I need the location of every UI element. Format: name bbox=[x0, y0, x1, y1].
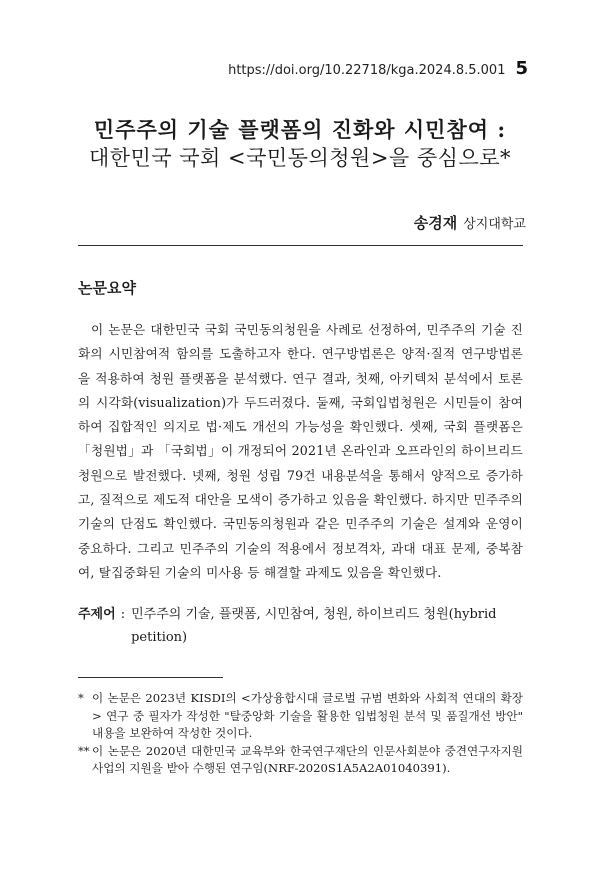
author-block bbox=[414, 212, 526, 233]
page-number: 5 bbox=[515, 58, 528, 79]
title-line-1: 민주주의 기술 플랫폼의 진화와 시민참여 : bbox=[93, 117, 507, 142]
keywords-label: 주제어 bbox=[78, 607, 116, 622]
footnote-mark: ** bbox=[78, 743, 90, 758]
keywords-text: 민주주의 기술, 플랫폼, 시민참여, 청원, 하이브리드 청원(hybrid petition) bbox=[131, 607, 497, 645]
abstract-body: 이 논문은 대한민국 국회 국민동의청원을 사례로 선정하여, 민주주의 기술 진화의 시민참여적 함의를 도출하고자 한다. 연구방법론은 양적·질적 연구방법론을 적용하여 청원 플랫폼을 분석했다. 연구 결과, 첫째, 아키텍처 분석에서 토론의 시각화(visualization)가 두드러졌다. 둘째, 국회입법청원은 시민들이 참여하여 집합적인 의지로 법·제도 개선의 가능성을 확인했다. 셋째, 국회 플랫폼은 「청원법」과 「국회법」이 개정되어 2021년 온라인과 오프라인의 하이브리드 청원으로 발전했다. 넷째, 청원 성립 79건 내용분석을 통해서 양적으로 증가하고, 질적으로 제도적 대안을 모색이 증가하고 있음을 확인했다. 하지만 민주주의 기술의 단점도 확인했다. 국민동의청원과 같은 민주주의 기술은 설계와 운영이 중요하다. 그리고 민주주의 기술의 적용에서 정보격차, 과대 대표 문제, 중복참여, 탈집중화된 기술의 미사용 등 해결할 과제도 있음을 확인했다. bbox=[78, 322, 523, 580]
paper-title bbox=[0, 116, 600, 172]
author-affiliation: 상지대학교 bbox=[463, 217, 526, 232]
title-line-2: 대한민국 국회 <국민동의청원>을 중심으로* bbox=[88, 146, 512, 170]
title-divider bbox=[78, 245, 523, 246]
abstract-heading: 논문요약 bbox=[78, 279, 136, 297]
footnote-text: 이 논문은 2023년 KISDI의 <가상융합시대 글로벌 규범 변화와 사회적 연대의 확장> 연구 중 필자가 작성한 "탈중앙화 기술을 활용한 입법청원 분석 및 품질개선 방안" 내용을 보완하여 작성한 것이다. bbox=[92, 691, 523, 740]
footnote-mark: * bbox=[78, 691, 84, 705]
keywords-block bbox=[78, 603, 523, 649]
doi-link[interactable]: https://doi.org/10.22718/kga.2024.8.5.001 bbox=[228, 63, 506, 78]
footnote-text: 이 논문은 2020년 대한민국 교육부와 한국연구재단의 인문사회분야 중견연구자지원사업의 지원을 받아 수행된 연구임(NRF-2020S1A5A2A01040391). bbox=[92, 743, 523, 775]
footnote-divider bbox=[78, 677, 223, 678]
author-name: 송경재 bbox=[413, 214, 458, 232]
footnote-1 bbox=[78, 690, 523, 743]
keywords-colon: : bbox=[120, 607, 126, 622]
footnotes bbox=[78, 690, 523, 778]
running-header bbox=[228, 58, 528, 79]
footnote-2 bbox=[78, 743, 523, 778]
